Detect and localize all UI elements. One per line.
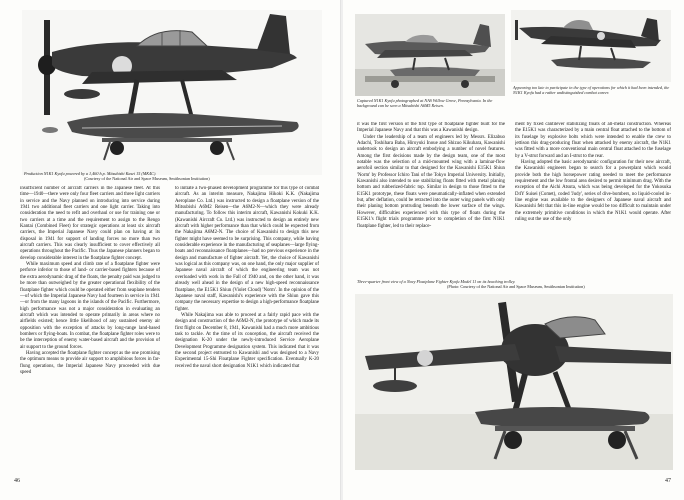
photo-kyofu-in-flight [511, 10, 671, 82]
paragraph: to initiate a two-phased development programme for this type of combat aircraft. As an interim measure, Nakajima Hikoki K.K. (Nakajima Aeroplane Co. Ltd.) was instructed to design a floatplane version of the Mitsubishi A6M2 Reisen—the A6M2-N—which they were already manufacturing. To follow this interim aircraft, Kawanishi Kokuki K.K. (Kawanishi Aircraft Co. Ltd.) was instructed to design an entirely new aircraft with higher performance than that which could be expected from the Nakajima A6M2-N. The choice of Kawanishi to design this new fighter might have seemed to be surprising. This company, while having considerable experience in the manufacturing of seaplanes—large flying-boats and reconnaissance floatplanes—had no previous experience in the design and manufacture of fighter aircraft. Yet, the choice of Kawanishi was logical as this company was, on one hand, the only major supplier of Japanese naval aircraft of which the engineering team was not overloaded with work in the Fall of 1940 and, on the other hand, it was already well ahead in the design of a new high-speed reconnaissance floatplane, the E15K1 Shiun (Violet Cloud) 'Norm'. In the opinion of the Japanese naval staff, Kawanishi's experience with the Shiun gave this company the necessary expertise to design a high-performance floatplane fighter. [175, 186, 319, 312]
right-page-column-2 [515, 122, 671, 274]
left-photo-caption [24, 171, 314, 181]
photo-captured-kyofu-willow-grove [355, 14, 505, 96]
caption-text: Three-quarter front view of a Navy Floatplane Fighter Kyofu Model 11 on its beaching trolley. [357, 279, 516, 284]
page-number: 47 [665, 478, 671, 484]
top-right-caption: Appearing too late to participate in the type of operations for which it had been intended, the N1K1 Kyofu had a rather undistinguished combat career. [513, 85, 670, 95]
top-left-caption: Captured N1K1 Kyofu photographed at NAS Willow Grove, Pennsylvania. In the background can be seen a Mitsubishi A6M5 Reisen. [357, 98, 493, 108]
page-number: 46 [14, 478, 20, 484]
paragraph: Under the leadership of a team of engineers led by Messrs. Elizabuo Adachi, Toshihara Baba, Hiroyuki Inoue and Shizuo Kikuhara, Kawanishi undertook to design an aircraft embodying a number of novel features. Among the first decisions made by the design team, one of the most notable was the selection of a mid-mounted wing with a laminar-flow aerofoil section similar to that designed for the Kawanishi E15K1 Shiun 'Norm' by Professor Ichiro Tani of the Tokyo Imperial University. Initially, Kawanishi also intended to use stabilizing floats fitted with metal planing bottom and rubberized-fabric top. Similar in design to those fitted to the E15K1 prototype, these floats were pneumatically-inflated when extended but, after deflation, could be retracted into the outer wing panels with only their planing bottom protruding beneath the lower surface of the wings. However, difficulties experienced with this type of floats during the E15K1's flight trials programme prior to completion of the first N1K1 floatplane fighter, led to their replace- [357, 134, 505, 229]
paragraph: it was the first version of the first type of floatplane fighter built for the Imperial Japanese Navy and that this was a Kawanishi design. [357, 122, 505, 134]
paragraph: ment by fixed cantilever stabilizing floats of all-metal construction. Whereas the E15K1 was characterized by a main central float attached to the bottom of its fuselage by explosive bolts which were intended to enable the crew to jettison this drag-producing float when attacked by enemy aircraft, the N1K1 was fitted with a more conventional main central float attached to the fuselage by a V-strut forward and an I-strut to the rear. [515, 122, 671, 159]
left-page [0, 0, 341, 500]
photo-kyofu-model-11-on-trolley [355, 294, 673, 470]
right-page [343, 0, 684, 500]
caption-text: Production N1K1 Kyofu powered by a 1,460 h.p. Mitsubishi Kasei 15 (MK4C). [24, 171, 157, 176]
paragraph: Having accepted the floatplane fighter concept as the one promising the optimum means to provide air support to amphibious forces in far-flung operations, the Imperial Japanese Navy proceeded with due speed [20, 350, 160, 375]
paragraph: insufficient number of aircraft carriers in the Japanese fleet. At this time—1940—there were only four fleet carriers and three light carriers in service and the Navy planned on introducing into service during 1941 two additional fleet carriers and one light carrier. Taking into consideration the need to refit and overhaul or use for training one or two carriers at a time and the requirement to assign to the Rengo Kantai (Combined Fleet) for strategic operations at least six aircraft carriers, the Imperial Japanese Navy could plan on having at its disposal in 1941 for support of landing forces no more than two aircraft carriers. This was clearly insufficient to cover effectively all operations throughout the Pacific. Thus the Japanese planners began to develop considerable interest in the floatplane fighter concept. [20, 186, 160, 261]
photo-n1k1-production-profile [22, 10, 322, 175]
left-page-column-2 [175, 186, 319, 478]
paragraph: Having adopted the basic aerodynamic configuration for their new aircraft, the Kawanishi engineers began to search for a powerplant which would provide both the high horsepower rating needed to meet the performance requirement and the low frontal area desired to permit minimum drag. With the exception of the Aichi Atsuta, which was being developed for the Yokosuka D4Y Suisei (Comet), coded 'Judy', series of dive-bombers, no liquid-cooled in-line engine was available to the designers of Japanese naval aircraft and Kawanishi felt that this in-line engine would be too difficult to maintain under the extremely primitive conditions in which the N1K1 would operate. After ruling out the use of the only [515, 160, 671, 223]
left-page-column-1 [20, 186, 160, 478]
caption-credit: (Photo: Courtesy of the National Air and Space Museum, Smithsonian Institution) [447, 284, 585, 289]
right-page-column-1 [357, 122, 505, 274]
paragraph: While Nakajima was able to proceed at a fairly rapid pace with the design and construction of the A6M2-N, the prototype of which made its first flight on December 8, 1941, Kawanishi had a much more ambitious task to tackle. At the time of its conception, the aircraft received the designation K-20 under the newly-introduced Service Aeroplane Development Programme designation system. This indicated that it was the second project entrusted to Kawanishi and was designed to a Navy Experimental 15-Shi Floatplane Fighter specification. Eventually K-20 received the naval short designation N1K1 which indicated that [175, 312, 319, 369]
paragraph: While maximum speed and climb rate of a floatplane fighter were perforce inferior to those of land- or carrier-based fighters because of the extra aerodynamic drag of the floats, the penalty paid was judged to be more than outweighed by the greater operational flexibility of the floatplane fighter which could be operated either from seaplane tenders—of which the Imperial Japanese Navy had fourteen in service in 1941—or from the many lagoons in the islands of the Pacific. Furthermore, high performance was not a major consideration in evaluating an aircraft which was intended to operate primarily in areas where no airfields existed; hence little likelihood of any sustained enemy air opposition with the exception of attacks by long-range land-based bombers or flying-boats. In combat, the floatplane fighter roles were to be the interception of enemy water-based aircraft and the provision of air support to the ground forces. [20, 262, 160, 350]
caption-credit: (Courtesy of the National Air and Space Museum, Smithsonian Institution) [84, 176, 210, 181]
mid-caption [357, 279, 673, 289]
